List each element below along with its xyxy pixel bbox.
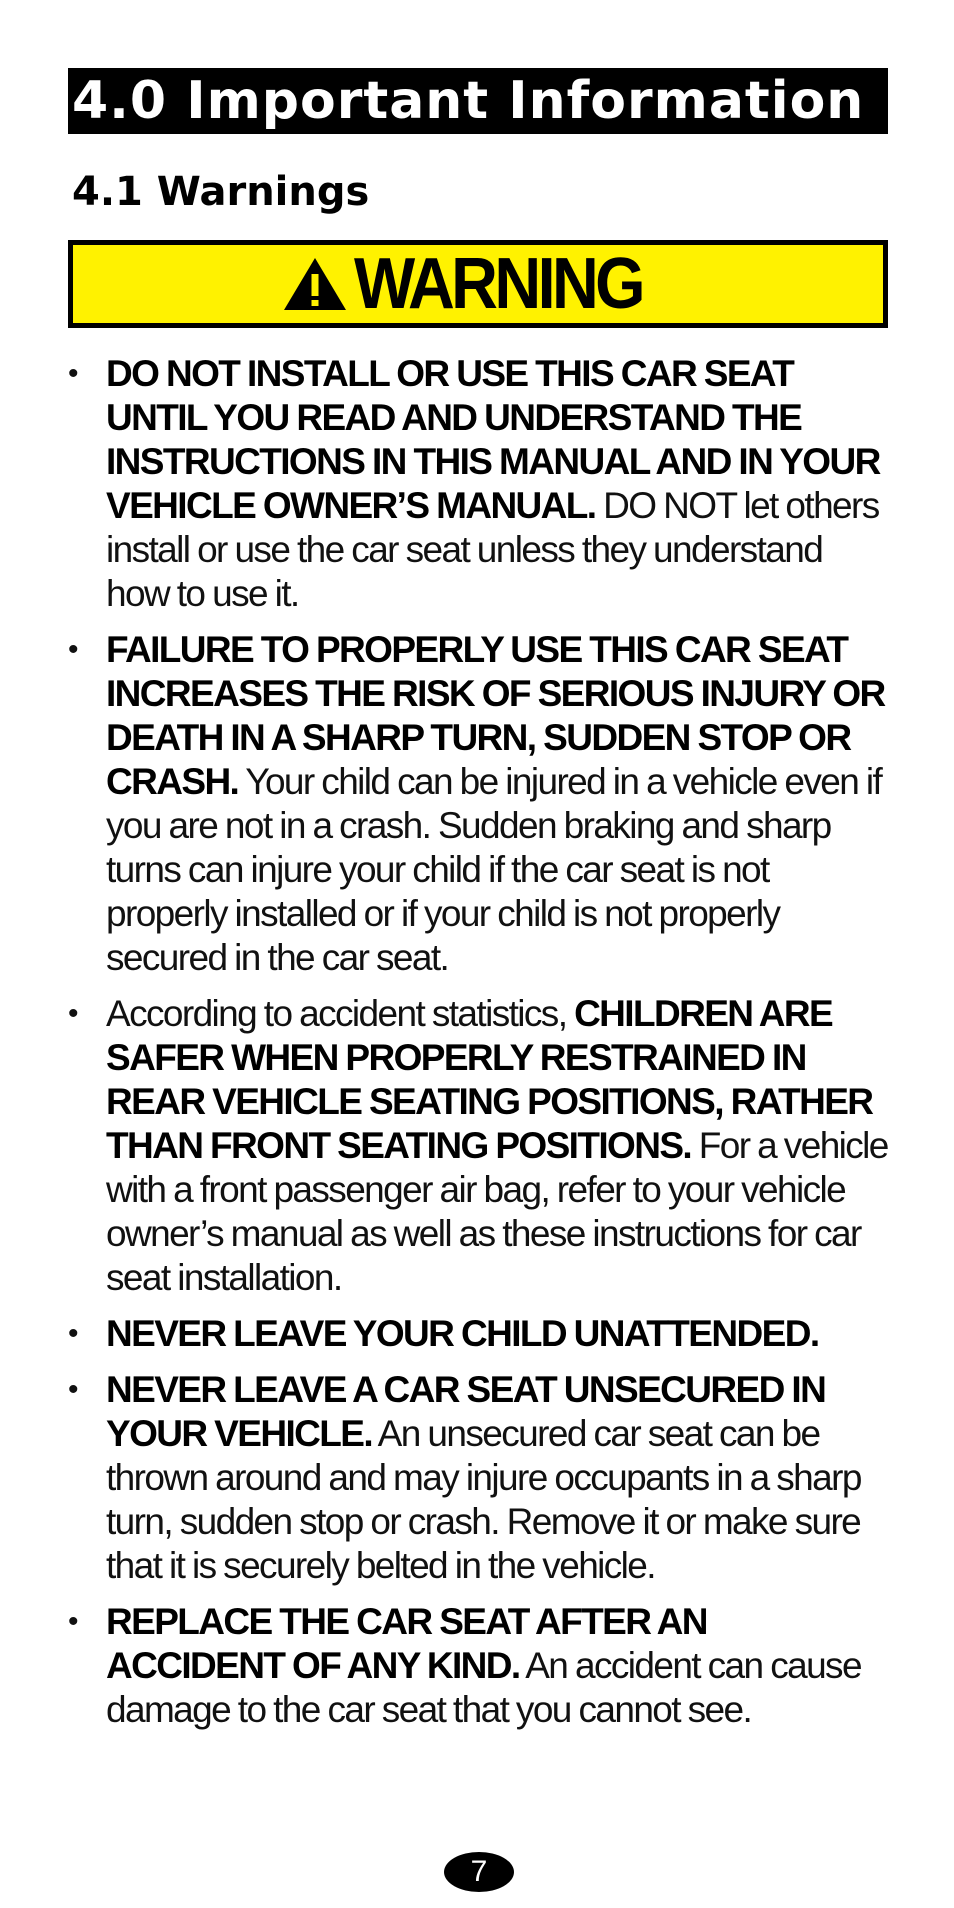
bullet-icon: •	[68, 357, 77, 390]
warning-bold-text: NEVER LEAVE A CAR SEAT UNSECURED IN YOUR VEHICLE.	[106, 1369, 826, 1454]
warning-bold-text: CHILDREN ARE SAFER WHEN PROPERLY RESTRAINED IN REAR VEHICLE SEATING POSITIONS, RATHER THAN FRONT SEATING POSITIONS.	[106, 993, 873, 1166]
page-number: 7	[444, 1852, 514, 1892]
bullet-icon: •	[68, 997, 77, 1030]
list-item	[68, 352, 888, 616]
bullet-icon: •	[68, 633, 77, 666]
warning-body-text: Your child can be injured in a vehicle even if you are not in a crash. Sudden braking and sharp turns can injure your child if the car seat is not properly installed or if your child is not properly secured in the car seat.	[106, 761, 882, 978]
list-item	[68, 1600, 888, 1732]
list-item	[68, 1312, 888, 1356]
warning-bold-text: NEVER LEAVE YOUR CHILD UNATTENDED.	[106, 1313, 819, 1354]
bullet-icon: •	[68, 1373, 77, 1406]
warning-body-text: An unsecured car seat can be thrown around and may injure occupants in a sharp turn, sudden stop or crash. Remove it or make sure that it is securely belted in the vehicle.	[106, 1413, 861, 1586]
subsection-title: 4.1 Warnings	[72, 169, 370, 215]
bullet-icon: •	[68, 1317, 77, 1350]
warning-bold-text: FAILURE TO PROPERLY USE THIS CAR SEAT INCREASES THE RISK OF SERIOUS INJURY OR DEATH IN A SHARP TURN, SUDDEN STOP OR CRASH.	[106, 629, 885, 802]
warning-label: WARNING	[354, 244, 642, 324]
list-item	[68, 992, 888, 1300]
warning-bold-text: REPLACE THE CAR SEAT AFTER AN ACCIDENT OF ANY KIND.	[106, 1601, 707, 1686]
section-title: 4.0 Important Information	[68, 68, 888, 134]
bullet-icon: •	[68, 1605, 77, 1638]
warning-body-text: An accident can cause damage to the car seat that you cannot see.	[106, 1645, 861, 1730]
warnings-list	[68, 352, 888, 1744]
warning-body-text: DO NOT let others install or use the car seat unless they understand how to use it.	[106, 485, 879, 614]
warning-bold-text: DO NOT INSTALL OR USE THIS CAR SEAT UNTIL YOU READ AND UNDERSTAND THE INSTRUCTIONS IN THIS MANUAL AND IN YOUR VEHICLE OWNER’S MANUAL.	[106, 353, 880, 526]
warning-body-text: For a vehicle with a front passenger air bag, refer to your vehicle owner’s manual as well as these instructions for car seat installation.	[106, 1125, 888, 1298]
list-item	[68, 628, 888, 980]
warning-triangle-icon	[282, 256, 348, 312]
warning-banner	[68, 240, 888, 328]
list-item	[68, 1368, 888, 1588]
warning-lead-text: According to accident statistics,	[106, 993, 575, 1034]
